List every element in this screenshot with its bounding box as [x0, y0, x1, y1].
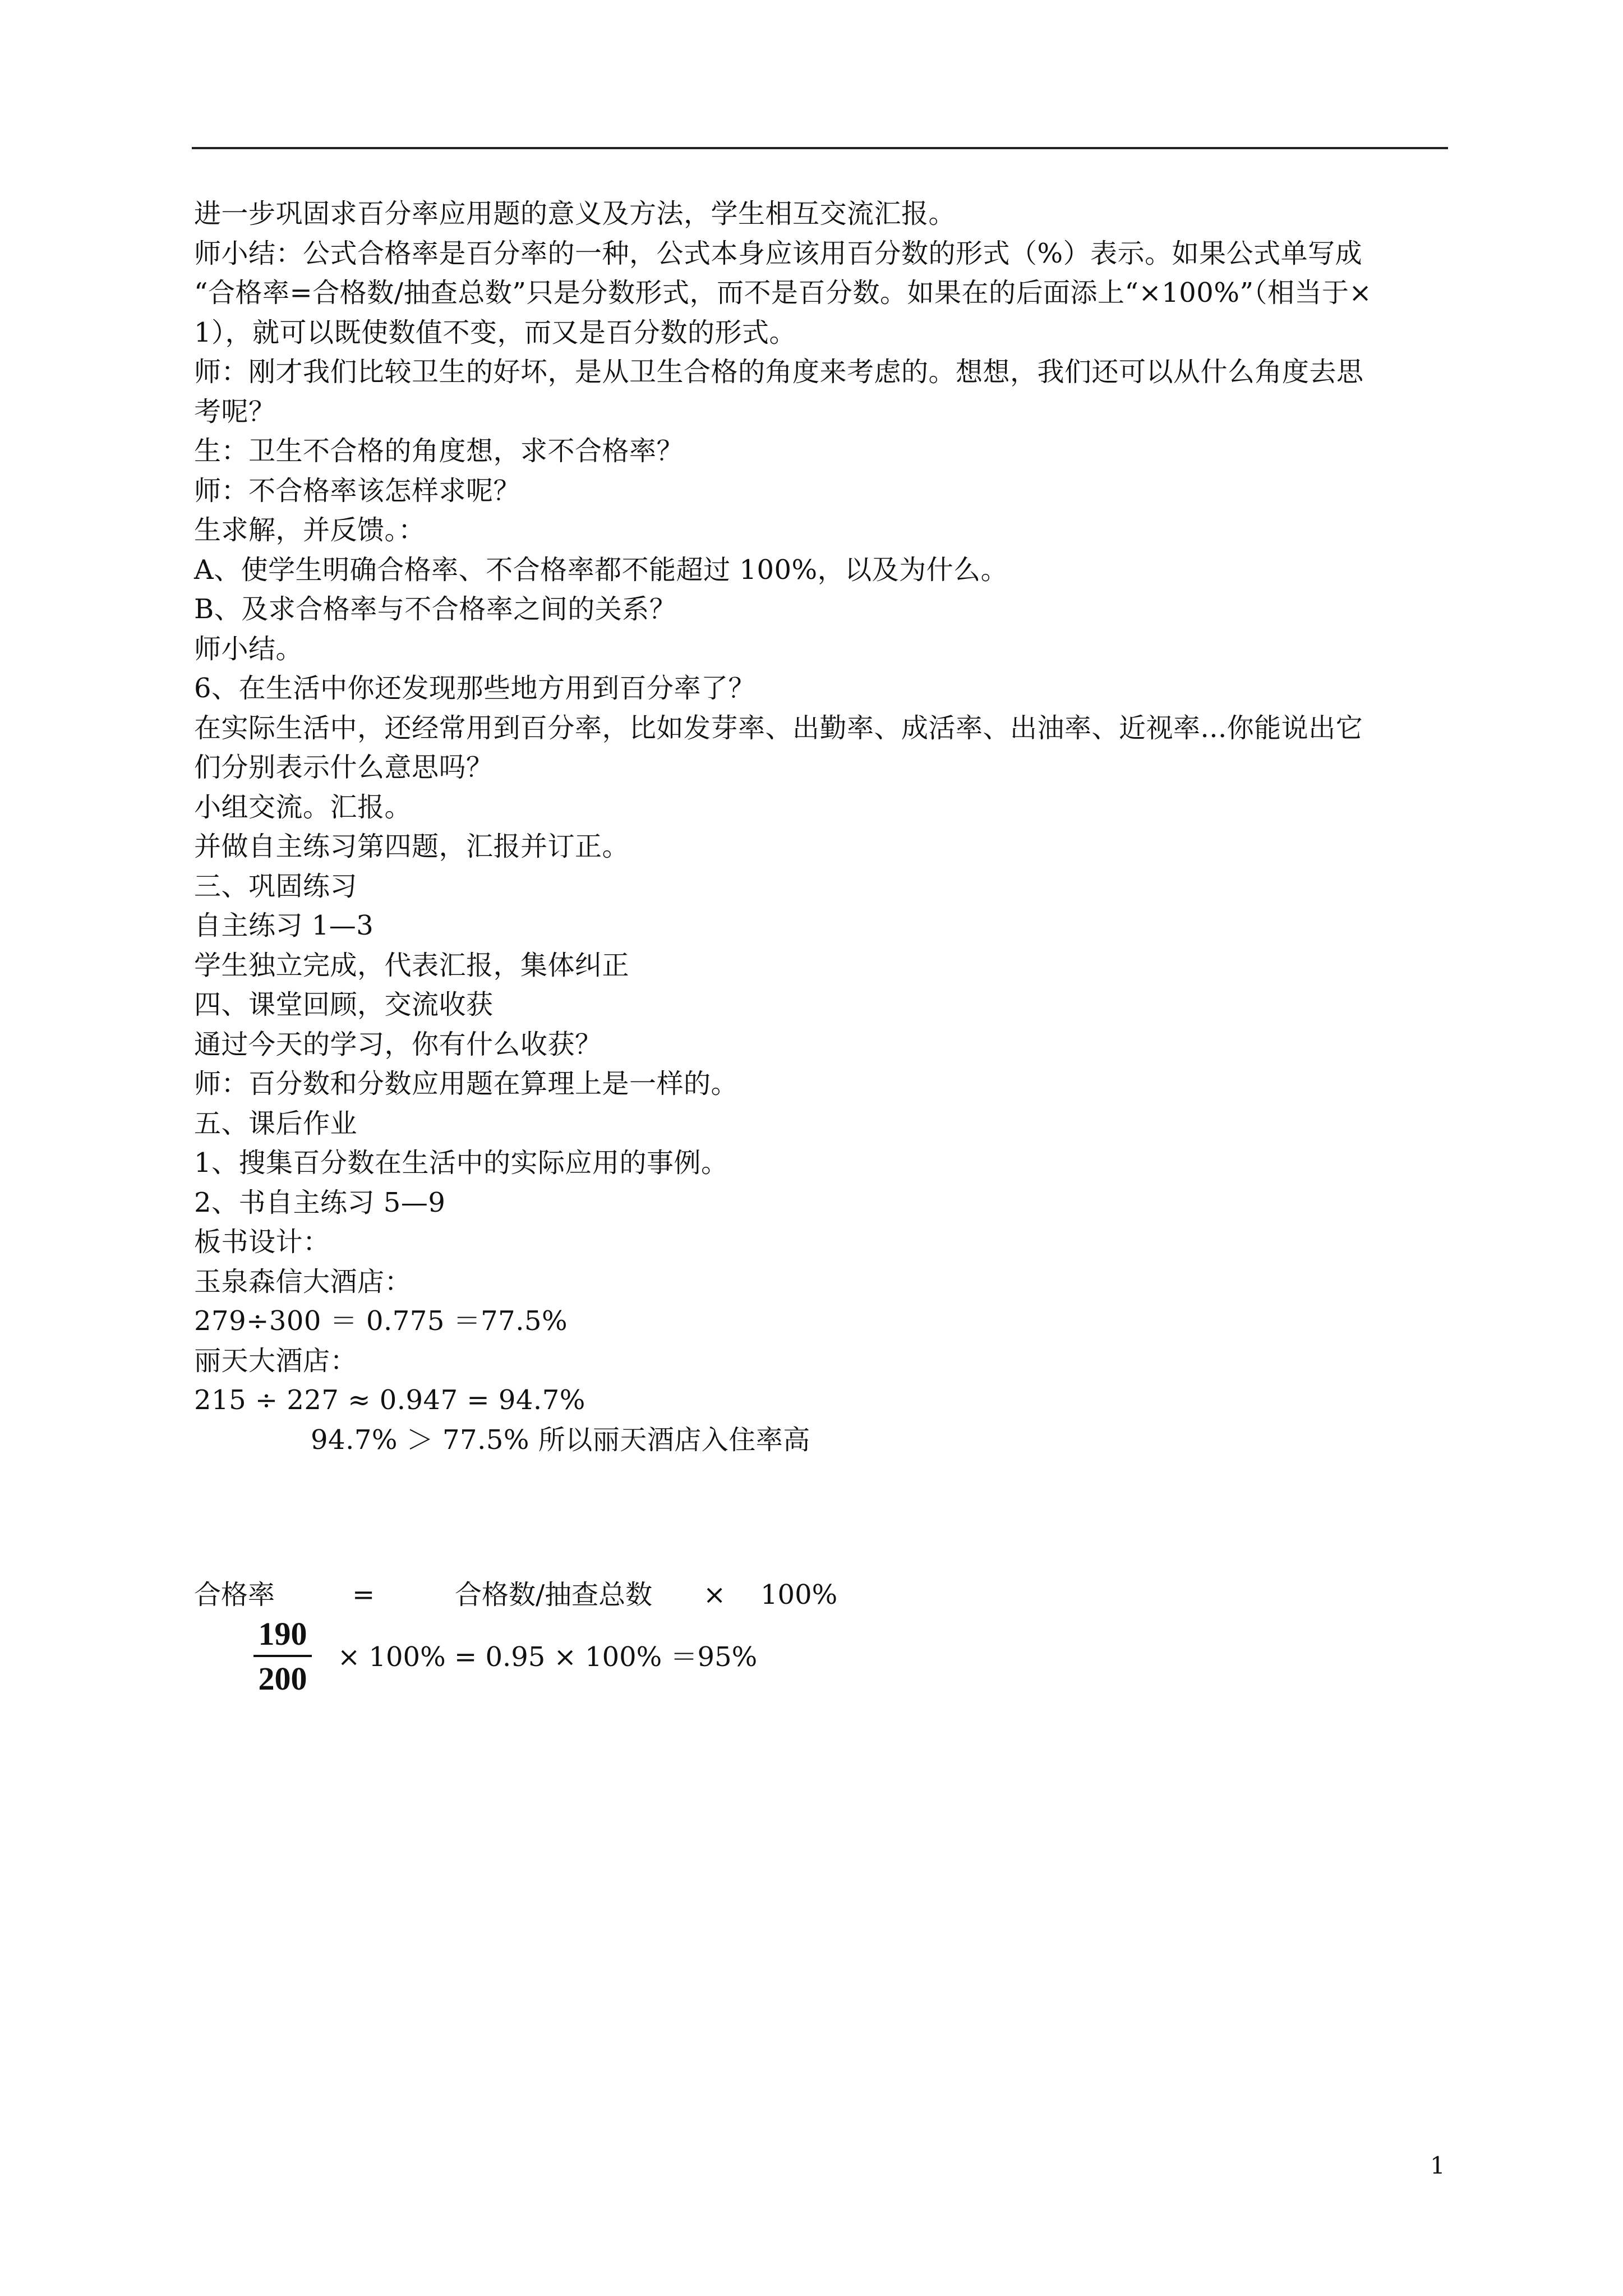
page-number: 1	[1430, 2152, 1445, 2179]
text-line: 丽天大酒店：	[194, 1345, 358, 1377]
header-rule	[192, 147, 1448, 149]
text-line: 师小结：公式合格率是百分率的一种，公式本身应该用百分数的形式（%）表示。如果公式单写成	[194, 237, 1363, 269]
text-line: 板书设计：	[194, 1226, 330, 1258]
fraction	[253, 1616, 312, 1697]
text-line: 1、搜集百分数在生活中的实际应用的事例。	[194, 1147, 728, 1179]
section-heading: 五、课后作业	[194, 1107, 358, 1139]
text-line: 在实际生活中，还经常用到百分率，比如发芽率、出勤率、成活率、出油率、近视率...你能说出它	[194, 712, 1363, 744]
comparison-line: 94.7% ＞ 77.5% 所以丽天酒店入住率高	[311, 1424, 810, 1456]
text-line: 生：卫生不合格的角度想，求不合格率？	[194, 435, 684, 467]
formula-term: 合格率	[194, 1579, 275, 1611]
text-line: A、使学生明确合格率、不合格率都不能超过 100%，以及为什么。	[194, 554, 1008, 586]
text-line: B、及求合格率与不合格率之间的关系？	[194, 593, 677, 625]
fraction-numerator: 190	[258, 1616, 307, 1652]
text-line: 自主练习 1—3	[194, 910, 374, 941]
section-heading: 三、巩固练习	[194, 870, 358, 902]
text-line: 进一步巩固求百分率应用题的意义及方法，学生相互交流汇报。	[194, 198, 956, 229]
formula-percent: 100%	[760, 1579, 838, 1611]
text-line: 通过今天的学习，你有什么收获？	[194, 1028, 602, 1060]
text-line: 1），就可以既使数值不变，而又是百分数的形式。	[194, 316, 797, 348]
text-line: 师：不合格率该怎样求呢？	[194, 475, 521, 507]
text-line: 师：刚才我们比较卫生的好坏，是从卫生合格的角度来考虑的。想想，我们还可以从什么角度去思	[194, 356, 1364, 388]
text-line: 考呢？	[194, 395, 276, 427]
calculation-line: 279÷300 ＝ 0.775 ＝77.5%	[194, 1305, 568, 1337]
text-line: “合格率=合格数/抽查总数”只是分数形式，而不是百分数。如果在的后面添上“×100%”（相当于×	[194, 277, 1372, 309]
calculation-line: 215 ÷ 227 ≈ 0.947 = 94.7%	[194, 1384, 585, 1416]
section-heading: 四、课堂回顾，交流收获	[194, 989, 494, 1020]
text-line: 师小结。	[194, 633, 303, 665]
body-text	[194, 194, 1450, 1460]
fraction-calculation: × 100% = 0.95 × 100% ＝95%	[338, 1641, 758, 1673]
formula-expression: 合格数/抽查总数	[455, 1579, 653, 1611]
text-line: 玉泉森信大酒店：	[194, 1266, 412, 1297]
text-line: 师：百分数和分数应用题在算理上是一样的。	[194, 1068, 739, 1099]
text-line: 小组交流。汇报。	[194, 791, 412, 823]
text-line: 生求解，并反馈。：	[194, 514, 426, 546]
text-line: 6、在生活中你还发现那些地方用到百分率了？	[194, 673, 756, 704]
text-line: 们分别表示什么意思吗？	[194, 752, 494, 783]
text-line: 学生独立完成，代表汇报，集体纠正	[194, 949, 630, 981]
formula-equals: =	[352, 1579, 375, 1611]
formula-times: ×	[703, 1579, 726, 1611]
fraction-denominator: 200	[258, 1660, 307, 1697]
text-line: 并做自主练习第四题，汇报并订正。	[194, 831, 630, 862]
fraction-bar	[253, 1655, 312, 1657]
text-line: 2、书自主练习 5—9	[194, 1186, 446, 1218]
